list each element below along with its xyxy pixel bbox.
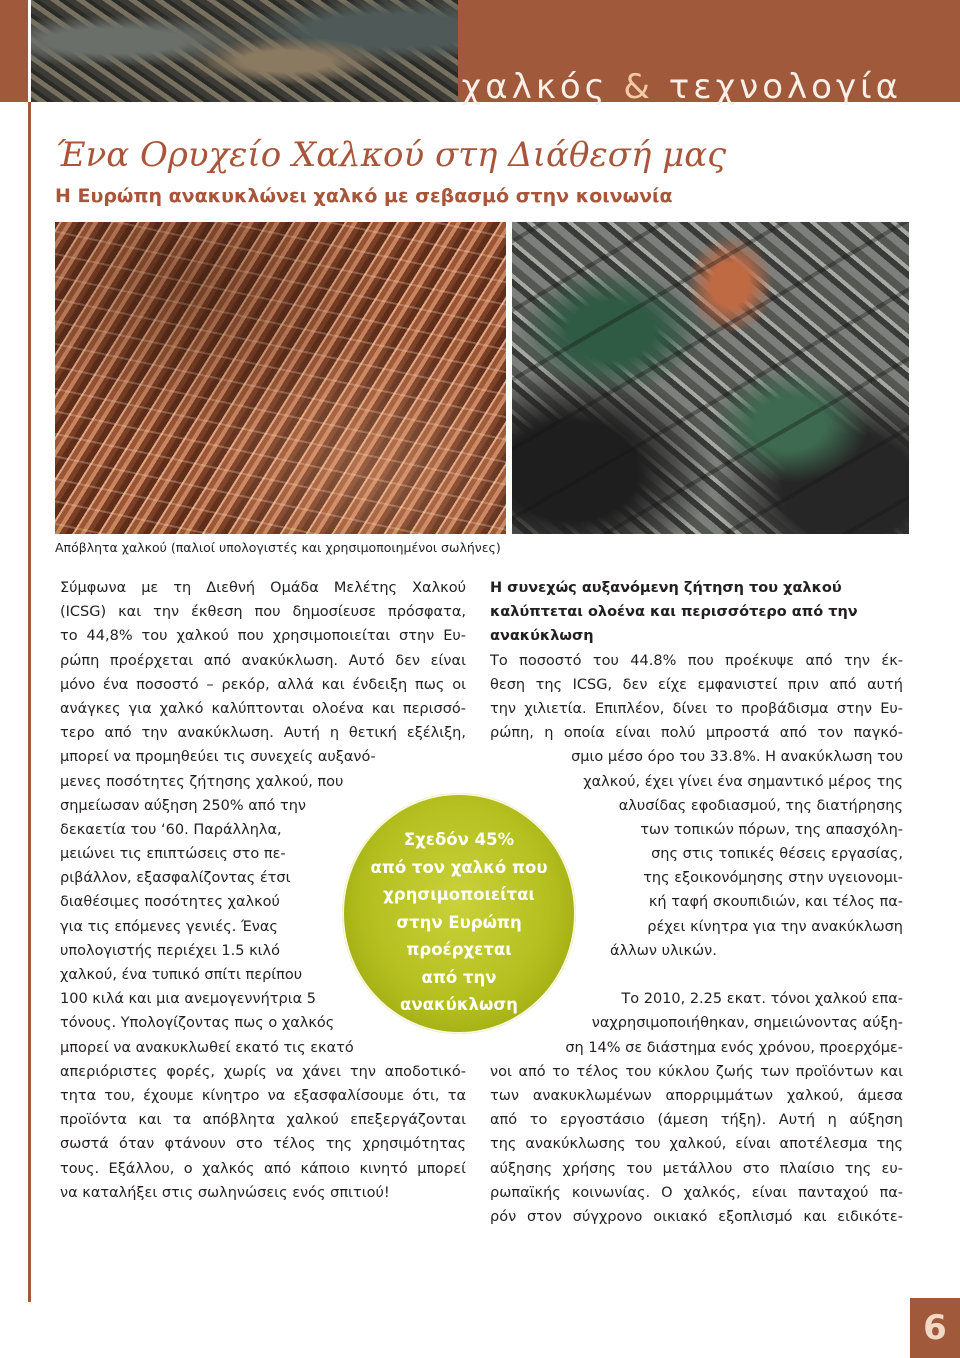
left-line: υπολογιστής περιέχει 1.5 κιλό	[60, 942, 280, 959]
right-line: της ανακύκλωσης του χαλκού, είναι αποτέλεσμα της	[490, 1136, 903, 1153]
right-line: Το ποσοστό του 44.8% που προέκυψε από την έκ-	[490, 652, 903, 669]
section-title-part1: χαλκός	[461, 67, 609, 107]
right-line: ναχρησιμοποιήθηκαν, σημειώνοντας αύξη-	[591, 1015, 903, 1032]
callout-line: προέρχεται	[406, 940, 512, 959]
article-subtitle: Η Ευρώπη ανακυκλώνει χαλκό με σεβασμό στην κοινωνία	[55, 185, 673, 207]
right-heading-line: καλύπτεται ολοένα και περισσότερο από την	[490, 604, 858, 621]
right-line: την χιλιετία. Επιπλέον, δίνει το προβάδισμα στην Ευ-	[490, 700, 903, 717]
right-line: ρόν στον σύγχρονο οικιακό εξοπλισμό και ειδικότε-	[490, 1208, 903, 1225]
right-line: Το 2010, 2.25 εκατ. τόνοι χαλκού επα-	[621, 991, 903, 1008]
left-line: ρώπη προέρχεται από ανακύκλωση. Αυτό δεν είναι	[60, 652, 466, 669]
left-line: μόνο ένα ποσοστό – ρεκόρ, αλλά και ένδειξη πως οι	[60, 676, 466, 693]
callout-line: ανακύκλωση	[400, 995, 518, 1014]
right-heading-line: Η συνεχώς αυξανόμενη ζήτηση του χαλκού	[490, 580, 842, 596]
left-line: Σύμφωνα με τη Διεθνή Ομάδα Μελέτης Χαλκού	[60, 580, 466, 596]
left-line: ανάγκες για χαλκό καλύπτονται ολοένα και περισσό-	[60, 700, 466, 717]
article-title: Ένα Ορυχείο Χαλκού στη Διάθεσή μας	[55, 135, 727, 175]
callout-line: από την	[421, 967, 497, 987]
right-line: ρωπαϊκής κοινωνίας. Ο χαλκός, είναι πανταχού πα-	[490, 1184, 903, 1201]
left-line: σημείωσαν αύξηση 250% από την	[60, 797, 307, 814]
callout-text	[342, 826, 576, 1019]
callout-line: χρησιμοποιείται	[383, 885, 535, 904]
left-line: διαθέσιμες ποσότητες χαλκού	[60, 894, 280, 911]
left-line: να καταλήξει στις σωληνώσεις ενός σπιτιού!	[60, 1184, 390, 1201]
right-line: αλυσίδας εφοδιασμού, της διατήρησης	[618, 797, 903, 814]
left-line: το 44,8% του χαλκού που χρησιμοποιείται στην Ευ-	[60, 628, 466, 645]
callout-line: στην Ευρώπη	[396, 912, 522, 932]
left-line: τερο από την ανακύκλωση. Αυτή η θετική εξέλιξη,	[60, 725, 466, 742]
right-line: κή ταφή σκουπιδιών, και τέλος πα-	[648, 894, 903, 911]
left-line: δεκαετία του ‘60. Παράλληλα,	[60, 821, 282, 838]
section-title	[462, 62, 902, 112]
left-line: απεριόριστες φορές, χωρίς να χάνει την αποδοτικό-	[60, 1063, 466, 1080]
left-line: σωστά όταν φτάνουν στο τέλος της χρησιμότητας	[60, 1136, 466, 1153]
right-line: ρέχει κίνητρα για την ανακύκλωση	[647, 918, 903, 935]
right-line: της εξοικονόμησης στην υγειονομι-	[643, 870, 903, 887]
right-line: σμιο μέσο όρο του 33.8%. Η ανακύκλωση του	[571, 749, 903, 766]
right-line: των ανακυκλωμένων απορριμμάτων χαλκού, άμεσα	[490, 1087, 903, 1104]
left-line: τόνους. Υπολογίζοντας πως ο χαλκός	[60, 1015, 335, 1032]
left-line: μπορεί να προμηθεύει τις συνεχείς αυξανό-	[60, 749, 376, 766]
left-line: τητα του, έχουμε κίνητρο να εξασφαλίσουμε ότι, τα	[60, 1087, 466, 1104]
right-line: νοι από το τέλος του κύκλου ζωής των προϊόντων και	[490, 1063, 903, 1080]
right-line: από το εργοστάσιο (άμεση τήξη). Αυτή η αύξηση	[490, 1112, 903, 1129]
left-line: μπορεί να ανακυκλωθεί εκατό τις εκατό	[60, 1039, 354, 1056]
callout-line: Σχεδόν 45%	[403, 830, 515, 849]
right-line: ση 14% σε διάστημα ενός χρόνου, προερχόμε-	[565, 1039, 903, 1056]
electronic-waste-photo	[512, 222, 909, 534]
section-title-ampersand: &	[623, 67, 654, 107]
left-line: ριβάλλον, εξασφαλίζοντας έτσι	[60, 870, 291, 887]
left-line: μειώνει τις επιπτώσεις στο πε-	[60, 846, 286, 863]
left-line: προϊόντα και τα απόβλητα χαλκού επεξεργάζονται	[60, 1112, 466, 1129]
right-line: χαλκού, έχει γίνει ένα σημαντικό μέρος της	[583, 773, 903, 790]
left-line: (ICSG) και την έκθεση που δημοσίευσε πρόσφατα,	[60, 604, 466, 621]
left-line: για τις επόμενες γενιές. Ένας	[60, 918, 278, 935]
left-margin-rule	[28, 102, 31, 1302]
left-line: μενες ποσότητες ζήτησης χαλκού, που	[60, 773, 344, 790]
left-line: τους. Εξάλλου, ο χαλκός από κάποιο κινητό μπορεί	[60, 1160, 466, 1177]
callout-line: από τον χαλκό που	[370, 857, 548, 877]
copper-scrap-photo	[55, 222, 506, 534]
right-line: ρώπη, η οποία είναι πολύ μπροστά από τον παγκό-	[490, 725, 903, 742]
right-line: των τοπικών πόρων, της απασχόλη-	[640, 821, 903, 838]
left-line: 100 κιλά και μια ανεμογεννήτρια 5	[60, 991, 317, 1008]
right-line: αύξησης χρήσης του μετάλλου στο πλαίσιο της ευ-	[490, 1160, 903, 1177]
photo-caption: Απόβλητα χαλκού (παλιοί υπολογιστές και χρησιμοποιημένοι σωλήνες)	[55, 540, 501, 555]
section-title-part2: τεχνολογία	[668, 67, 902, 107]
page-number: 6	[910, 1298, 960, 1358]
right-heading-line: ανακύκλωση	[490, 628, 594, 645]
right-line: θεση της ICSG, δεν είχε εμφανιστεί πριν από αυτή	[490, 676, 903, 693]
left-line: χαλκού, ένα τυπικό σπίτι περίπου	[60, 967, 303, 983]
right-line: άλλων υλικών.	[610, 942, 717, 959]
right-line: σης στις τοπικές θέσεις εργασίας,	[651, 846, 903, 863]
